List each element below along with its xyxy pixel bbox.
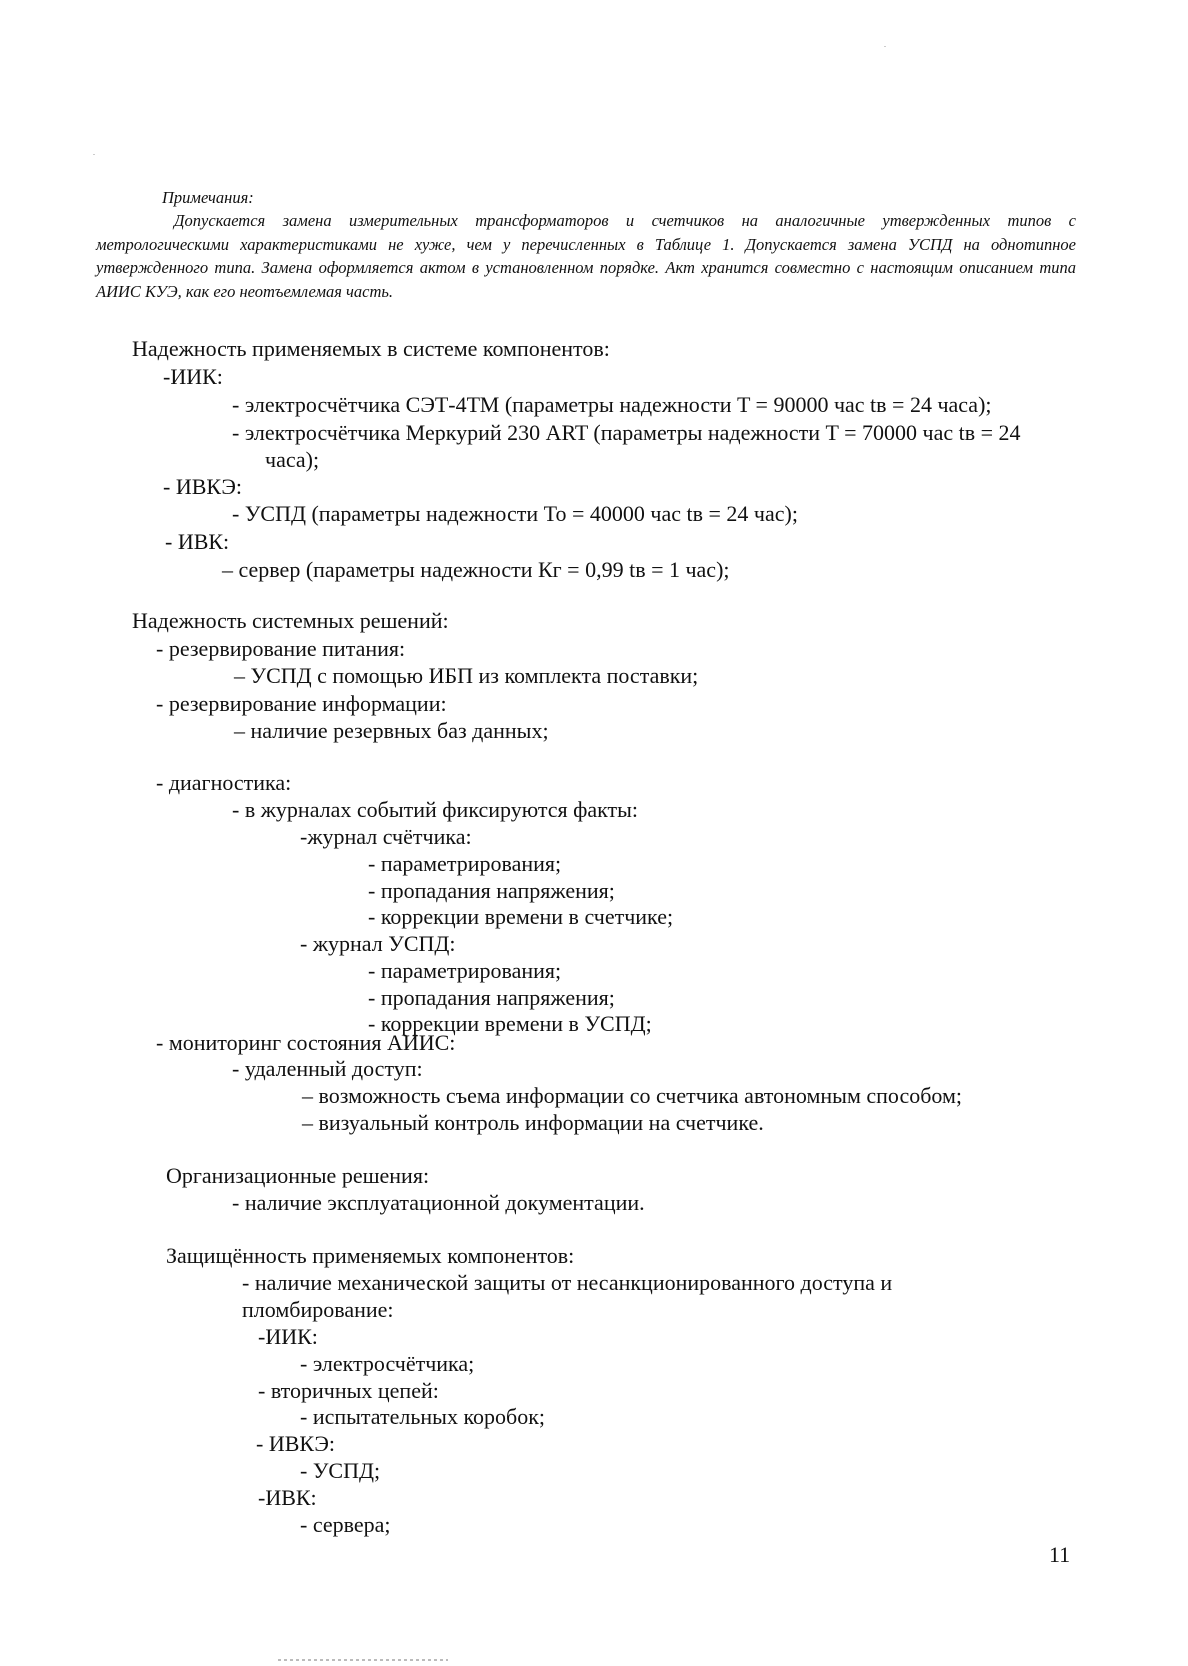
text-line: Организационные решения: <box>166 1163 430 1188</box>
text-line: - электросчётчика СЭТ-4ТМ (параметры надежности T = 90000 час tв = 24 часа); <box>232 392 992 417</box>
text-line: -ИИК: <box>163 364 223 389</box>
scan-mark <box>884 46 886 47</box>
text-line: - электросчётчика Меркурий 230 ART (параметры надежности T = 70000 час tв = 24 <box>232 420 1021 445</box>
text-line: - коррекции времени в счетчике; <box>368 904 674 929</box>
text-line: - электросчётчика; <box>300 1351 475 1376</box>
text-line: – возможность съема информации со счетчика автономным способом; <box>302 1083 963 1108</box>
text-line: – наличие резервных баз данных; <box>234 718 549 743</box>
text-line: - наличие эксплуатационной документации. <box>232 1190 645 1215</box>
text-line: - в журналах событий фиксируются факты: <box>232 797 639 822</box>
text-line: - журнал УСПД: <box>300 931 456 956</box>
text-line: - диагностика: <box>156 770 292 795</box>
notes-body: Допускается замена измерительных трансформаторов и счетчиков на аналогичные утвержденных типов с метрологическими характеристиками не хуже, чем у перечисленных в Таблице 1. Допускается замена УСПД на однотипное утвержденного типа. Замена оформляется актом в установленном порядке. Акт хранится совместно с настоящим описанием типа АИИС КУЭ, как его неотъемлемая часть. <box>96 211 1076 301</box>
text-line: - параметрирования; <box>368 958 562 983</box>
text-line: - наличие механической защиты от несанкционированного доступа и <box>242 1270 893 1295</box>
text-line: -журнал счётчика: <box>300 824 472 849</box>
text-line: Защищённость применяемых компонентов: <box>166 1243 575 1268</box>
text-line: - параметрирования; <box>368 851 562 876</box>
text-line: - испытательных коробок; <box>300 1404 546 1429</box>
text-line: - ИВК: <box>165 529 230 554</box>
text-line: - коррекции времени в УСПД; <box>368 1011 652 1036</box>
text-line: - ИВКЭ: <box>163 474 242 499</box>
text-line: - резервирование питания: <box>156 636 406 661</box>
text-line: - сервера; <box>300 1512 391 1537</box>
scan-artifact <box>278 1659 448 1661</box>
text-line: - пропадания напряжения; <box>368 878 615 903</box>
text-line: - УСПД (параметры надежности To = 40000 час tв = 24 час); <box>232 501 798 526</box>
text-line: – сервер (параметры надежности Кг = 0,99 tв = 1 час); <box>222 557 730 582</box>
text-line: - ИВКЭ: <box>256 1431 335 1456</box>
text-line: часа); <box>265 447 320 472</box>
text-line: – визуальный контроль информации на счетчике. <box>302 1110 764 1135</box>
text-line: -ИВК: <box>258 1485 317 1510</box>
text-line: - вторичных цепей: <box>258 1378 439 1403</box>
text-line: Надежность системных решений: <box>132 608 449 633</box>
text-line: - УСПД; <box>300 1458 381 1483</box>
text-line: -ИИК: <box>258 1324 318 1349</box>
text-line: - мониторинг состояния АИИС: <box>156 1030 456 1055</box>
page-number: 11 <box>1049 1542 1071 1567</box>
text-line: Надежность применяемых в системе компонентов: <box>132 336 610 361</box>
notes-title: Примечания: <box>162 188 254 207</box>
text-line: пломбирование: <box>242 1297 394 1322</box>
text-line: – УСПД с помощью ИБП из комплекта поставки; <box>234 663 699 688</box>
text-line: - резервирование информации: <box>156 691 447 716</box>
scan-mark <box>93 154 95 155</box>
text-line: - пропадания напряжения; <box>368 985 615 1010</box>
text-line: - удаленный доступ: <box>232 1056 423 1081</box>
